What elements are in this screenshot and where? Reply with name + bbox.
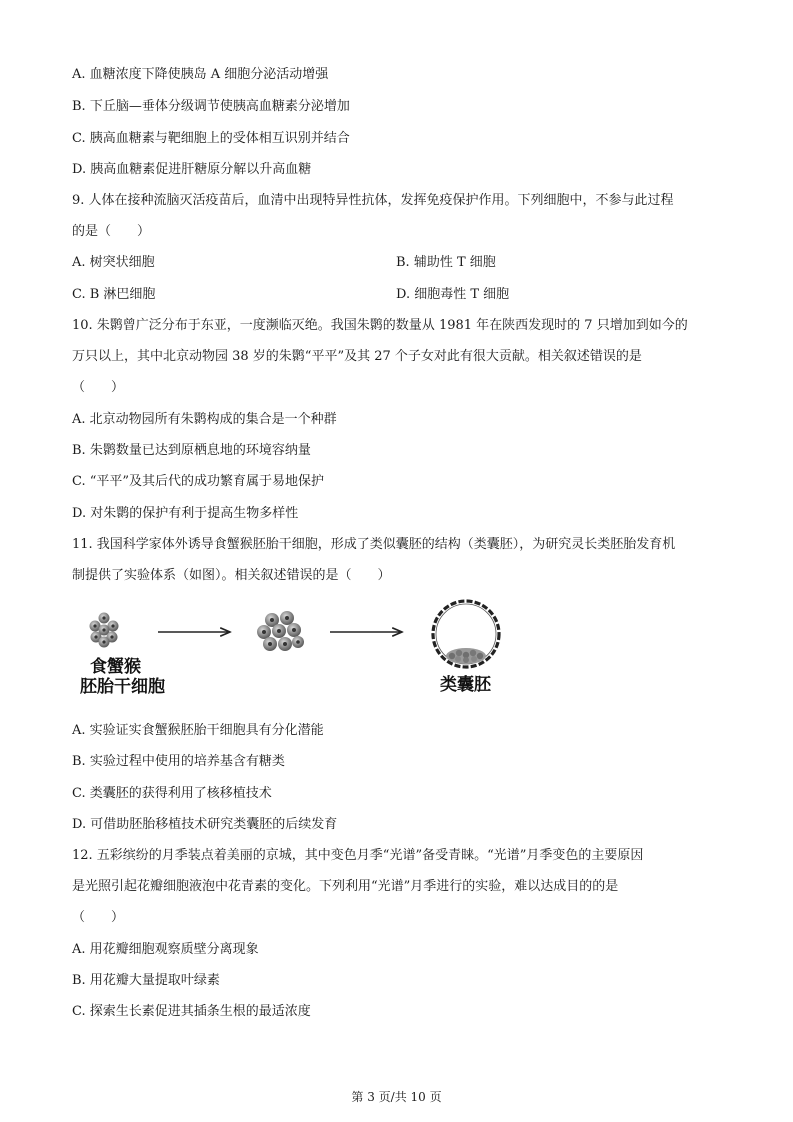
q9-option-a: A. 树突状细胞 xyxy=(72,255,155,270)
q11-option-c: C. 类囊胚的获得利用了核移植技术 xyxy=(72,786,272,801)
q12-stem-line1: 12. 五彩缤纷的月季装点着美丽的京城，其中变色月季“光谱”备受青睐。“光谱”月季变色的主要原因 xyxy=(72,848,644,863)
q12-stem-line2: 是光照引起花瓣细胞液泡中花青素的变化。下列利用“光谱”月季进行的实验，难以达成目的的是 xyxy=(72,879,619,894)
q8-option-c: C. 胰高血糖素与靶细胞上的受体相互识别并结合 xyxy=(72,131,350,146)
q10-option-b: B. 朱鹮数量已达到原栖息地的环境容纳量 xyxy=(72,443,311,458)
blastoid xyxy=(433,601,499,667)
q9-stem-line2: 的是（ ） xyxy=(72,224,151,239)
q8-option-b: B. 下丘脑—垂体分级调节使胰高血糖素分泌增加 xyxy=(72,99,350,114)
q10-option-a: A. 北京动物园所有朱鹮构成的集合是一个种群 xyxy=(72,412,337,427)
q9-option-b: B. 辅助性 T 细胞 xyxy=(396,255,496,270)
q8-option-a: A. 血糖浓度下降使胰岛 A 细胞分泌活动增强 xyxy=(72,67,329,82)
q12-stem-line3: （ ） xyxy=(72,910,125,925)
q11-option-b: B. 实验过程中使用的培养基含有糖类 xyxy=(72,754,285,769)
q11-stem-line2: 制提供了实验体系（如图）。相关叙述错误的是（ ） xyxy=(72,568,391,583)
q10-stem-line2: 万只以上，其中北京动物园 38 岁的朱鹮“平平”及其 27 个子女对此有很大贡献。相关叙述错误的是 xyxy=(72,349,642,364)
q9-stem-line1: 9. 人体在接种流脑灭活疫苗后，血清中出现特异性抗体，发挥免疫保护作用。下列细胞中，不参与此过程 xyxy=(72,193,674,208)
q9-option-d: D. 细胞毒性 T 细胞 xyxy=(396,287,510,302)
q10-option-d: D. 对朱鹮的保护有利于提高生物多样性 xyxy=(72,506,299,521)
figure-label-stem-cell: 胚胎干细胞 xyxy=(80,677,165,697)
q11-option-a: A. 实验证实食蟹猴胚胎干细胞具有分化潜能 xyxy=(72,723,324,738)
q10-option-c: C. “平平”及其后代的成功繁育属于易地保护 xyxy=(72,474,325,489)
q12-option-c: C. 探索生长素促进其插条生根的最适浓度 xyxy=(72,1004,311,1019)
page-number: 第 3 页/共 10 页 xyxy=(351,1090,442,1104)
figure-label-species: 食蟹猴 xyxy=(90,657,141,677)
figure-label-blastoid: 类囊胚 xyxy=(440,675,491,695)
stem-cell-cluster xyxy=(90,613,119,648)
q12-option-b: B. 用花瓣大量提取叶绿素 xyxy=(72,973,220,988)
q12-option-a: A. 用花瓣细胞观察质壁分离现象 xyxy=(72,942,259,957)
q11-option-d: D. 可借助胚胎移植技术研究类囊胚的后续发育 xyxy=(72,817,338,832)
q9-option-c: C. B 淋巴细胞 xyxy=(72,287,156,302)
cell-aggregate xyxy=(257,611,304,651)
q11-stem-line1: 11. 我国科学家体外诱导食蟹猴胚胎干细胞，形成了类似囊胚的结构（类囊胚），为研究灵长类胚胎发育机 xyxy=(72,537,676,552)
q10-stem-line3: （ ） xyxy=(72,380,125,395)
q8-option-d: D. 胰高血糖素促进肝糖原分解以升高血糖 xyxy=(72,162,312,177)
q10-stem-line1: 10. 朱鹮曾广泛分布于东亚，一度濒临灭绝。我国朱鹮的数量从 1981 年在陕西发现时的 7 只增加到如今的 xyxy=(72,318,688,333)
